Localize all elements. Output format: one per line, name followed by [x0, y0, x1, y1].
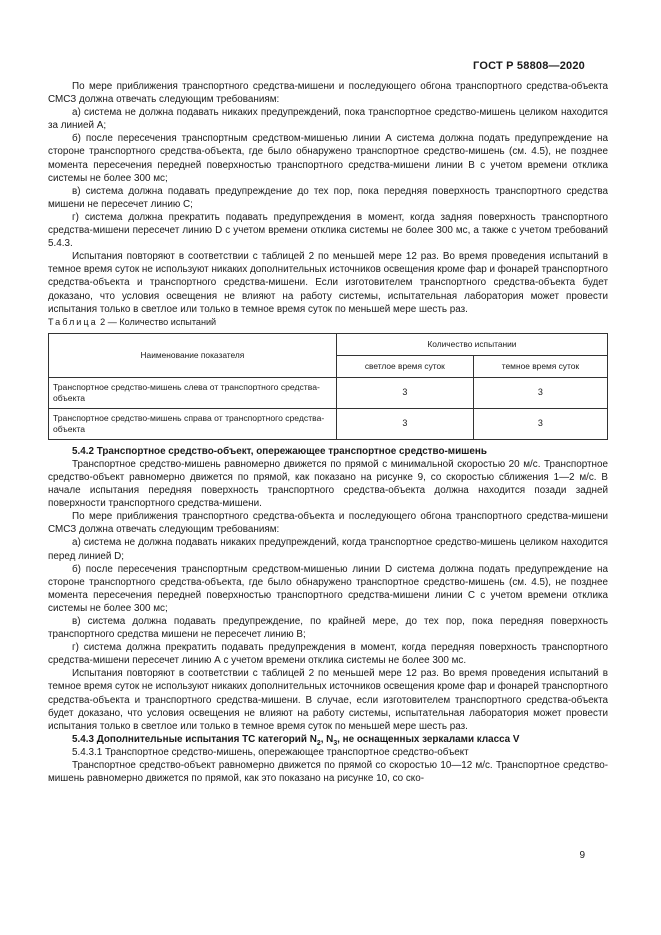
row-day-count: 3	[336, 408, 473, 439]
heading-text: 5.4.3 Дополнительные испытания ТС категорий N	[72, 733, 317, 745]
heading-subscript: 3	[333, 739, 338, 747]
row-name: Транспортное средство-мишень справа от транспортного средства-объекта	[49, 408, 337, 439]
paragraph: Транспортное средство-объект равномерно движется по прямой со скоростью 10—12 м/с. Транспортное средство-мишень равномерно движется по прямой, как это показано на рисунке 10, со ско-	[48, 760, 608, 785]
row-day-count: 3	[336, 377, 473, 408]
heading-subscript: 2	[316, 739, 321, 747]
section-heading: 5.4.2 Транспортное средство-объект, опережающее транспортное средство-мишень	[72, 445, 487, 457]
column-header-day: светлое время суток	[336, 355, 473, 377]
paragraph: Испытания повторяют в соответствии с таблицей 2 по меньшей мере 12 раз. Во время проведения испытаний в темное время суток не используют никаких дополнительных источников освещения кроме фар и фонарей транспортного средства-объекта и транспортного средства-мишени. Если изготовителем транспортного средства-объекта будет доказано, что условия освещения не влияют на работу системы, испытательная лаборатория может провести испытания только в светлое или только в темное время суток по меньшей мере шесть раз.	[48, 251, 608, 315]
paragraph: По мере приближения транспортного средства-объекта и последующего обгона транспортного средства-мишени СМСЗ должна отвечать следующим требованиям:	[48, 511, 608, 536]
table-caption-word: Таблица	[48, 316, 98, 327]
row-night-count: 3	[473, 377, 607, 408]
list-item: а) система не должна подавать никаких предупреждений, когда транспортное средство-мишень целиком находится перед линией D;	[48, 537, 608, 562]
column-header-name: Наименование показателя	[49, 333, 337, 377]
heading-text: , N	[320, 733, 334, 745]
paragraph: Транспортное средство-мишень равномерно движется по прямой с минимальной скоростью 20 м/с. Транспортное средство-объект равномерно движется по прямой, как показано на рисунке 9, со скоростью сближения 1—2 м/с. В начале испытания передняя поверхность транспортного средства-объекта должна находится позади задней поверхности транспортного средства-мишени.	[48, 458, 608, 510]
table-row	[49, 408, 608, 439]
page-content	[48, 80, 608, 785]
document-id-header: ГОСТ Р 58808—2020	[473, 60, 585, 72]
list-item: б) после пересечения транспортным средством-мишенью линии D система должна подать предупреждение на стороне транспортного средства-объекта, где было обнаружено транспортное средство-мишень (см. 4.5), не позднее момента пересечения передней поверхностью транспортного средства-мишени линии С с учетом времени отклика системы не более 300 мс;	[48, 563, 608, 614]
list-item: а) система не должна подавать никаких предупреждений, пока транспортное средство-мишень целиком находится за линией А;	[48, 107, 608, 132]
column-header-night: темное время суток	[473, 355, 607, 377]
column-header-group: Количество испытании	[336, 333, 607, 355]
list-item: в) система должна подавать предупреждение до тех пор, пока передняя поверхность транспортного средства мишени не пересечет линию С;	[48, 185, 608, 210]
test-count-table	[48, 333, 608, 440]
table-row	[49, 377, 608, 408]
subsection-heading: 5.4.3.1 Транспортное средство-мишень, опережающее транспортное средство-объект	[72, 746, 469, 758]
list-item: в) система должна подавать предупреждение, по крайней мере, до тех пор, пока передняя поверхность транспортного средства мишени не пересечет линию В;	[48, 616, 608, 641]
list-item: г) система должна прекратить подавать предупреждения в момент, когда передняя поверхность транспортного средства-мишени пересечет линию А с учетом времени отклика системы не более 300 мс.	[48, 642, 608, 667]
list-item: г) система должна прекратить подавать предупреждения в момент, когда задняя поверхность транспортного средства-мишени пересечет линию D с учетом времени отклика системы не более 300 мс, а также с учетом требований 5.4.3.	[48, 211, 608, 250]
table-caption-text: 2 — Количество испытаний	[97, 316, 217, 327]
paragraph: Испытания повторяют в соответствии с таблицей 2 по меньшей мере 12 раз. Во время проведения испытаний в темное время суток не используют никаких дополнительных источников освещения кроме фар и фонарей транспортного средства-объекта и транспортного средства-мишени. В случае, если изготовителем транспортного средства-объекта будет доказано, что условия освещения не влияют на работу системы, испытательная лаборатория может провести испытания только в светлое или только в темное время суток по меньшей мере шесть раз.	[48, 668, 608, 732]
page-number: 9	[579, 850, 585, 861]
section-heading	[48, 733, 608, 746]
row-name: Транспортное средство-мишень слева от транспортного средства-объекта	[49, 377, 337, 408]
heading-text: , не оснащенных зеркалами класса V	[337, 733, 520, 745]
row-night-count: 3	[473, 408, 607, 439]
paragraph: По мере приближения транспортного средства-мишени и последующего обгона транспортного средства-объекта СМСЗ должна отвечать следующим требованиям:	[48, 81, 608, 106]
list-item: б) после пересечения транспортным средством-мишенью линии А система должна подать предупреждение на стороне транспортного средства-объекта, где было обнаружено транспортное средство-мишень (см. 4.5), не позднее момента пересечения передней поверхностью транспортного средства-мишени линии В с учетом времени отклика системы не более 300 мс;	[48, 133, 608, 184]
table-caption	[48, 316, 608, 329]
